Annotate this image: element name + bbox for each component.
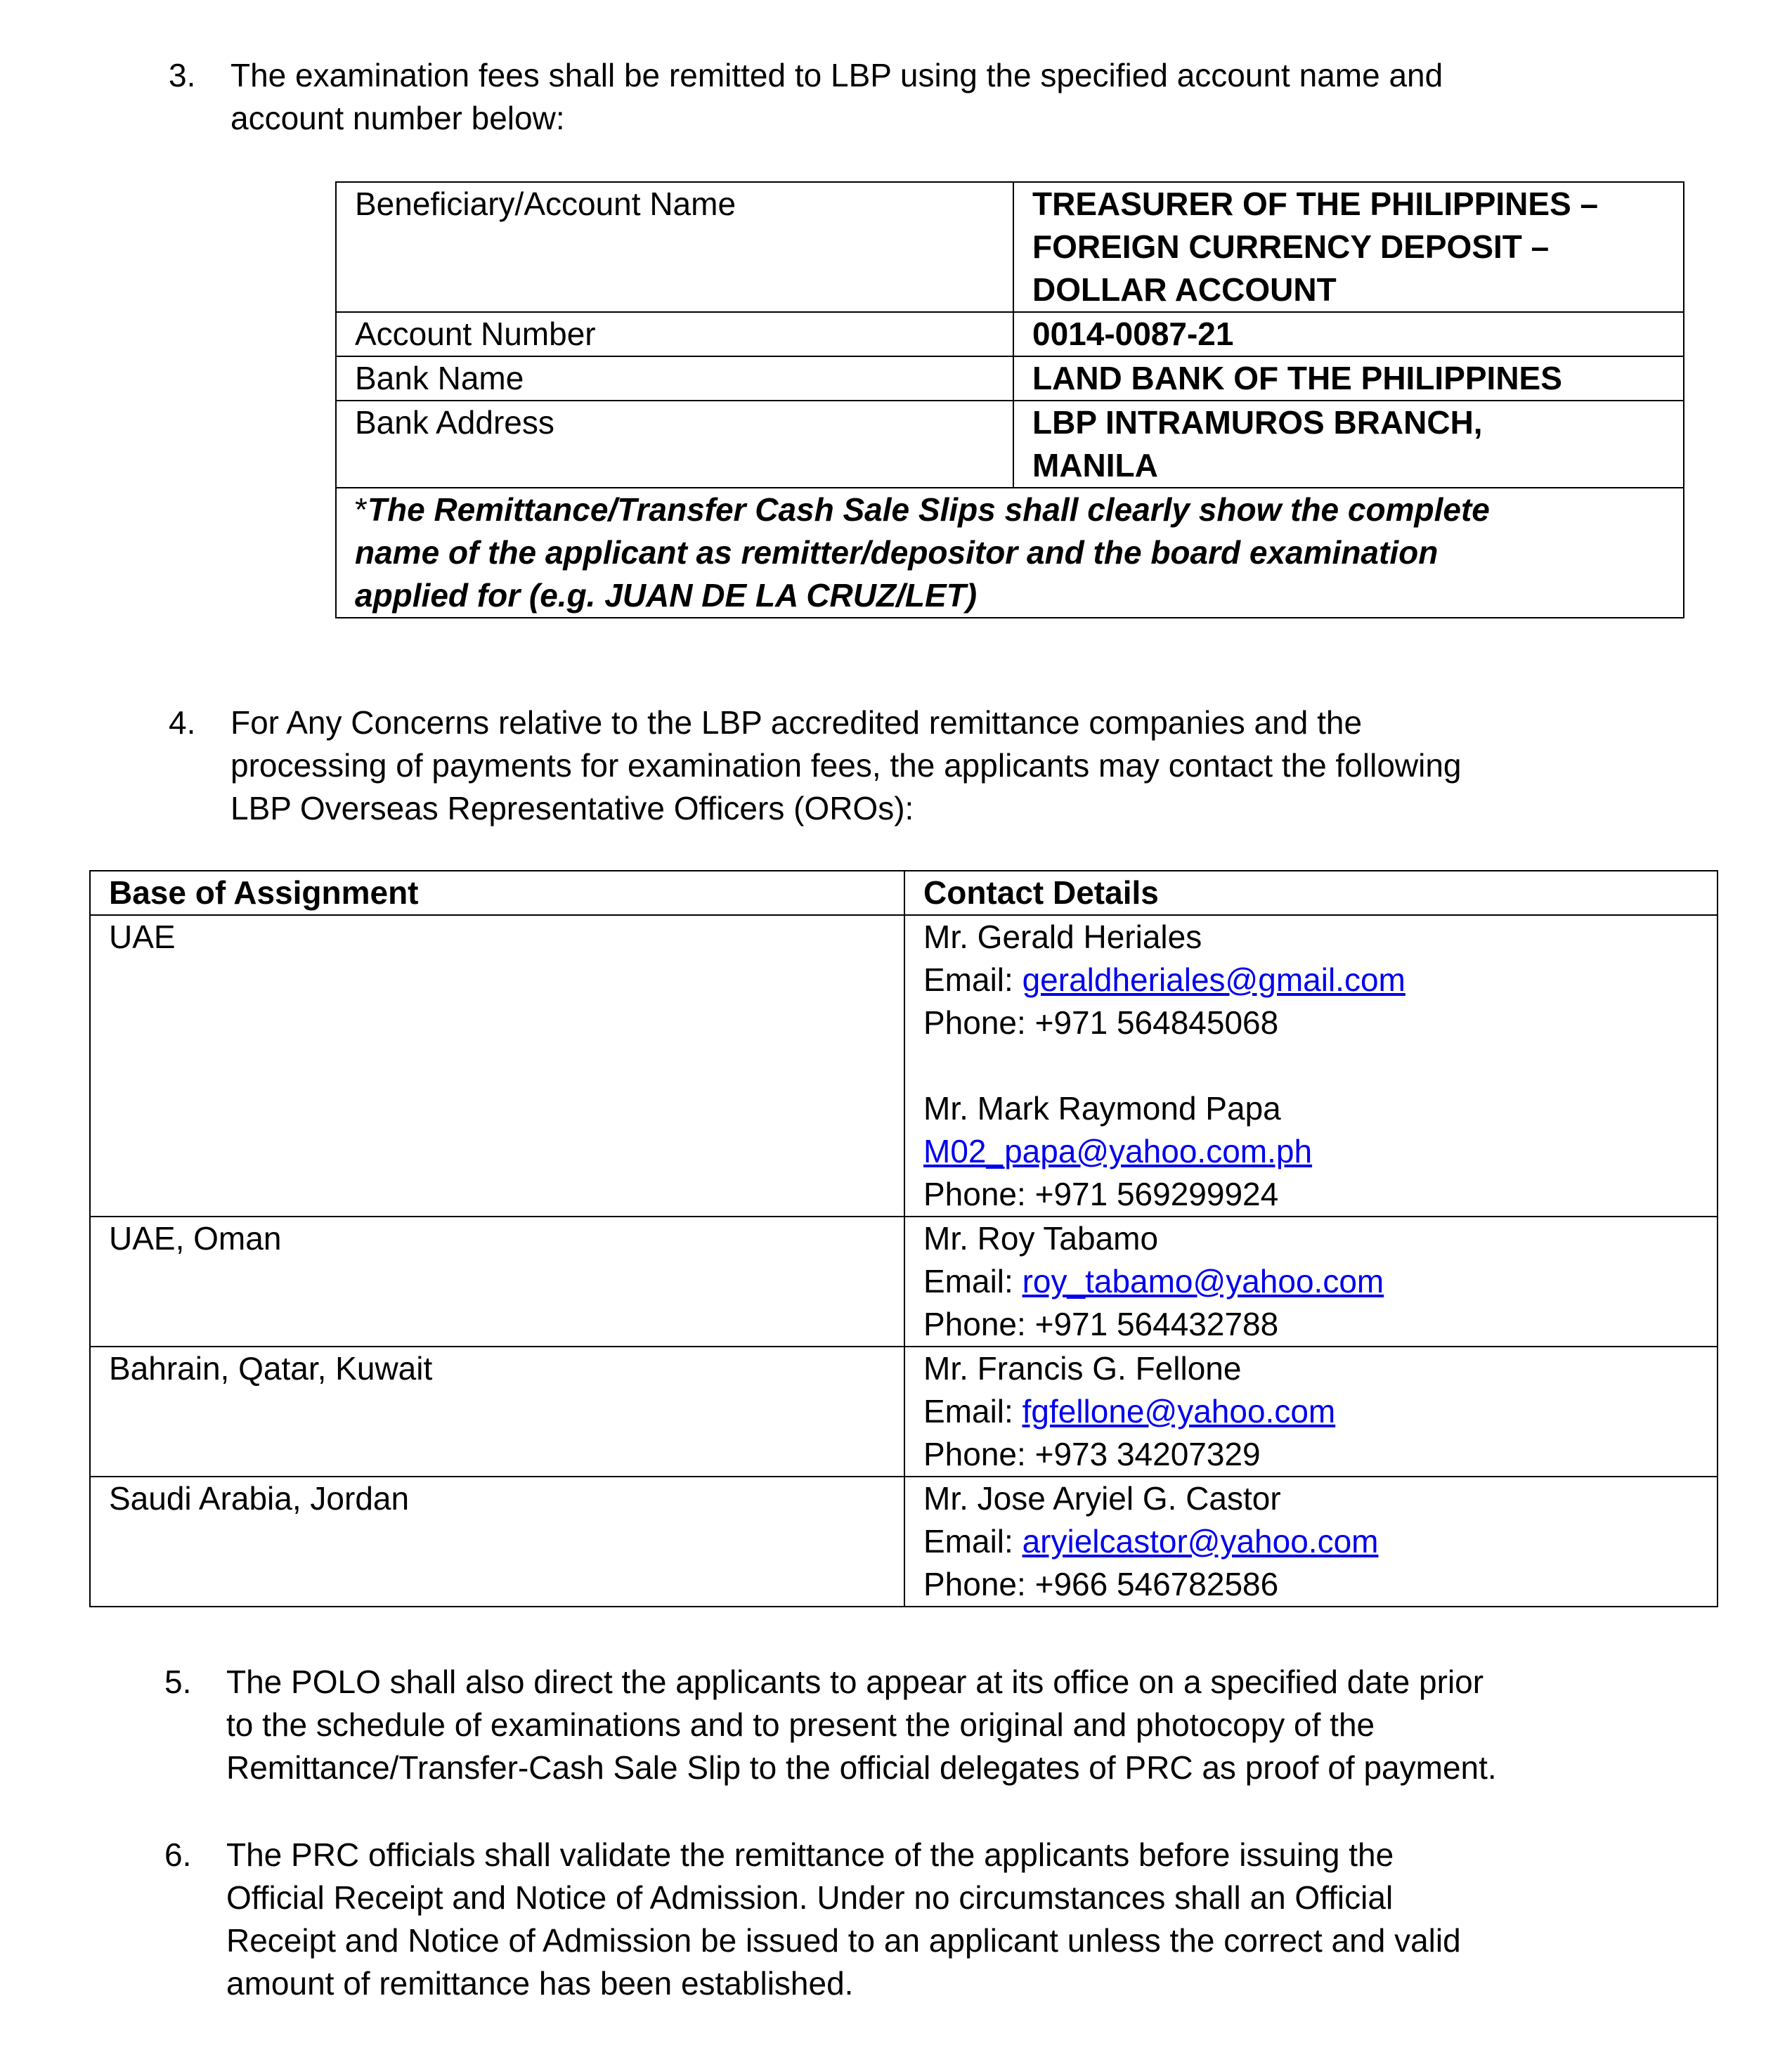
contact-name: Mr. Mark Raymond Papa — [923, 1090, 1281, 1127]
account-label: Account Number — [336, 312, 1013, 356]
item-5-number: 5. — [164, 1664, 192, 1700]
contact-details — [904, 1347, 1718, 1477]
header-base-of-assignment: Base of Assignment — [90, 871, 904, 915]
account-value-line: LBP INTRAMUROS BRANCH, — [1032, 404, 1483, 441]
item-5-line: Remittance/Transfer-Cash Sale Slip to the official delegates of PRC as proof of payment. — [226, 1749, 1497, 1786]
email-label: Email: — [923, 1393, 1022, 1430]
contact-email-line — [923, 1260, 1699, 1303]
note-asterisk: * — [355, 491, 368, 528]
item-6-line: Receipt and Notice of Admission be issued to an applicant unless the correct and valid — [226, 1922, 1461, 1959]
item-6-number: 6. — [164, 1836, 192, 1873]
contact-phone: Phone: +971 564845068 — [923, 1004, 1279, 1041]
contact-name: Mr. Francis G. Fellone — [923, 1350, 1242, 1387]
note-line: applied for (e.g. JUAN DE LA CRUZ/LET) — [355, 577, 978, 614]
item-4-line: For Any Concerns relative to the LBP accredited remittance companies and the — [231, 704, 1363, 741]
account-value-line: MANILA — [1032, 447, 1158, 484]
note-line: name of the applicant as remitter/depositor and the board examination — [355, 534, 1439, 571]
oro-contacts-table — [89, 870, 1718, 1607]
contact-details — [904, 1217, 1718, 1347]
account-value-line: FOREIGN CURRENCY DEPOSIT – — [1032, 228, 1550, 265]
oro-row-saudi-jordan — [90, 1477, 1718, 1607]
account-row-number — [336, 312, 1684, 356]
header-contact-details: Contact Details — [904, 871, 1718, 915]
base-of-assignment: Saudi Arabia, Jordan — [90, 1477, 904, 1607]
account-label: Beneficiary/Account Name — [336, 182, 1013, 312]
contact-details — [904, 915, 1718, 1217]
contact-email-line — [923, 1390, 1699, 1433]
account-value-line: DOLLAR ACCOUNT — [1032, 271, 1337, 308]
contact-email-line — [923, 1130, 1699, 1173]
item-3-number: 3. — [169, 57, 196, 93]
item-4-number: 4. — [169, 704, 196, 741]
oro-row-uae-oman — [90, 1217, 1718, 1347]
contact-name: Mr. Roy Tabamo — [923, 1220, 1159, 1257]
item-6-line: The PRC officials shall validate the remittance of the applicants before issuing the — [226, 1836, 1394, 1873]
account-label: Bank Name — [336, 356, 1013, 401]
contact-phone: Phone: +971 564432788 — [923, 1306, 1279, 1342]
email-link[interactable]: aryielcastor@yahoo.com — [1022, 1523, 1379, 1560]
item-6-line: amount of remittance has been established. — [226, 1965, 854, 2002]
contact-name: Mr. Gerald Heriales — [923, 919, 1202, 955]
account-label: Bank Address — [336, 401, 1013, 488]
account-row-bank-address — [336, 401, 1684, 488]
base-of-assignment: Bahrain, Qatar, Kuwait — [90, 1347, 904, 1477]
email-link[interactable]: fgfellone@yahoo.com — [1022, 1393, 1336, 1430]
account-row-bank-name — [336, 356, 1684, 401]
item-6-line: Official Receipt and Notice of Admission. Under no circumstances shall an Official — [226, 1879, 1394, 1916]
email-label: Email: — [923, 961, 1022, 998]
item-4-line: processing of payments for examination fees, the applicants may contact the following — [231, 747, 1462, 784]
email-link[interactable]: roy_tabamo@yahoo.com — [1022, 1263, 1384, 1299]
item-3-line-2: account number below: — [231, 100, 565, 136]
account-value: 0014-0087-21 — [1013, 312, 1684, 356]
account-value — [1013, 182, 1684, 312]
email-label: Email: — [923, 1523, 1022, 1560]
account-value-line: TREASURER OF THE PHILIPPINES – — [1032, 186, 1599, 222]
contact-details — [904, 1477, 1718, 1607]
oro-row-uae — [90, 915, 1718, 1217]
oro-header-row — [90, 871, 1718, 915]
oro-row-bahrain-qatar-kuwait — [90, 1347, 1718, 1477]
account-note — [336, 488, 1684, 618]
account-row-beneficiary — [336, 182, 1684, 312]
contact-phone: Phone: +971 569299924 — [923, 1176, 1279, 1212]
item-3-line-1: The examination fees shall be remitted to LBP using the specified account name and — [231, 57, 1443, 93]
contact-email-line — [923, 1520, 1699, 1563]
contact-email-line — [923, 959, 1699, 1001]
item-5-line: to the schedule of examinations and to present the original and photocopy of the — [226, 1706, 1375, 1743]
base-of-assignment: UAE, Oman — [90, 1217, 904, 1347]
email-label: Email: — [923, 1263, 1022, 1299]
email-link[interactable]: M02_papa@yahoo.com.ph — [923, 1133, 1313, 1169]
contact-name: Mr. Jose Aryiel G. Castor — [923, 1480, 1281, 1517]
account-note-row — [336, 488, 1684, 618]
contact-phone: Phone: +973 34207329 — [923, 1436, 1261, 1472]
item-5-line: The POLO shall also direct the applicants to appear at its office on a specified date prior — [226, 1664, 1484, 1700]
account-value: LAND BANK OF THE PHILIPPINES — [1013, 356, 1684, 401]
email-link[interactable]: geraldheriales@gmail.com — [1022, 961, 1405, 998]
item-4-line: LBP Overseas Representative Officers (OROs): — [231, 790, 914, 826]
contact-phone: Phone: +966 546782586 — [923, 1566, 1279, 1602]
base-of-assignment: UAE — [90, 915, 904, 1217]
account-table — [335, 181, 1684, 618]
note-line: The Remittance/Transfer Cash Sale Slips shall clearly show the complete — [367, 491, 1490, 528]
account-value — [1013, 401, 1684, 488]
